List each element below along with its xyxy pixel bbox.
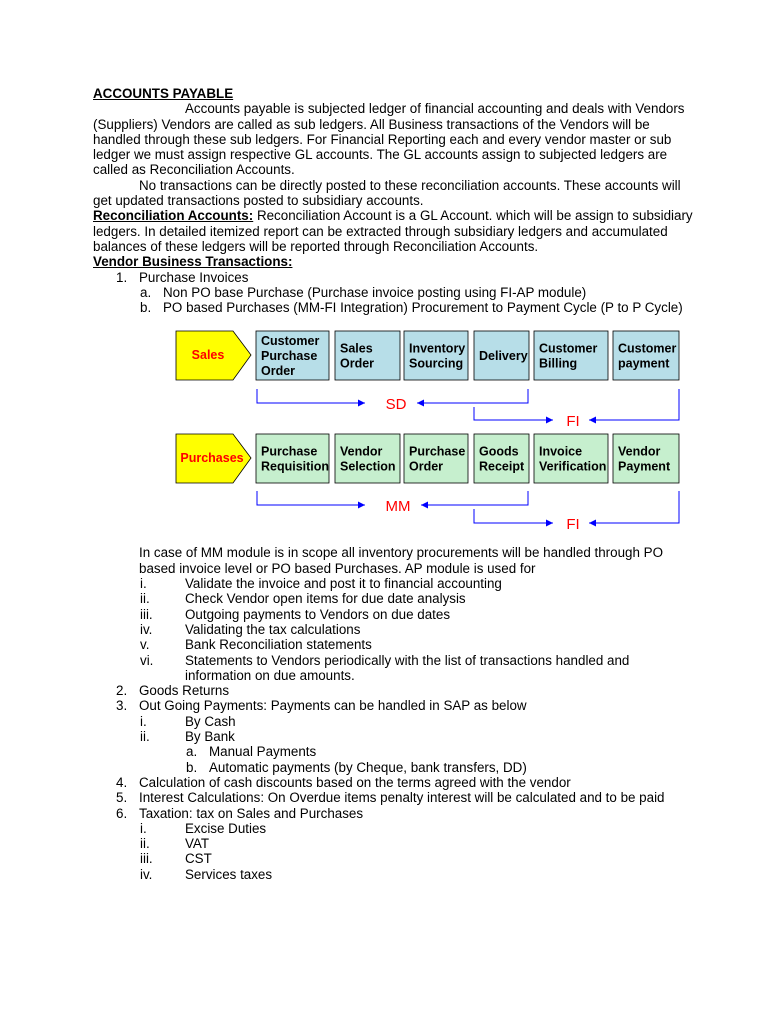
mm-label: MM (385, 498, 411, 516)
ap-use-item (93, 637, 693, 652)
list-item-text: Non PO base Purchase (Purchase invoice posting using FI-AP module) (163, 284, 587, 300)
list-item-6 (93, 806, 693, 821)
list-marker: i. (140, 713, 147, 729)
list-item-1b (93, 300, 693, 315)
list-marker: iii. (140, 851, 153, 867)
mm-scope-paragraph: In case of MM module is in scope all inventory procurements will be handled through PO based invoice level or PO based Purchases. AP module is used for (139, 545, 663, 576)
list-item-3-ii-b (93, 760, 693, 775)
sales-step-box (613, 331, 679, 380)
list-item-text: Validate the invoice and post it to financial accounting (185, 576, 502, 592)
ap-use-item (93, 591, 693, 606)
list-item-3-ii (93, 729, 693, 744)
ap-use-item (93, 607, 693, 622)
list-item-1 (93, 270, 693, 285)
list-marker: iii. (140, 606, 153, 622)
list-item-text: Interest Calculations: On Overdue items penalty interest will be calculated and to be paid (139, 790, 665, 806)
list-marker: iv. (140, 621, 153, 637)
purchase-step-label: Order (409, 459, 444, 474)
list-marker: v. (140, 637, 150, 653)
list-item-text: Purchase Invoices (139, 269, 249, 285)
list-marker: 5. (116, 790, 128, 806)
list-item-text: By Cash (185, 713, 236, 729)
sd-bracket-right (417, 389, 528, 403)
sales-step-box (404, 331, 468, 380)
fi2-bracket-left (474, 509, 553, 523)
purchase-step-box (404, 434, 468, 483)
list-item-2 (93, 683, 693, 698)
document-page (93, 86, 693, 882)
list-item-text: By Bank (185, 729, 235, 745)
list-marker: a. (140, 284, 152, 300)
list-item-text: CST (185, 851, 212, 867)
reconciliation-text: Reconciliation Account is a GL Account. which will be assign to subsidiary ledgers. In detailed itemized report can be extracted through subsidiary ledgers and accumulated balances of these ledgers will be reported through Reconciliation Accounts. (93, 208, 693, 254)
list-item-text: Taxation: tax on Sales and Purchases (139, 805, 364, 821)
purchase-steps (256, 434, 679, 483)
list-marker: 3. (116, 698, 128, 714)
fi-label: FI (566, 413, 580, 431)
purchase-step-box (256, 434, 329, 483)
list-item-6-i (93, 821, 693, 836)
purchase-step-label: Vendor (618, 444, 661, 459)
purchase-step-label: Vendor (340, 444, 383, 459)
list-item-text: Excise Duties (185, 820, 267, 836)
list-item-5 (93, 790, 693, 805)
purchase-step-label: Purchase (261, 444, 318, 459)
list-item-text: Statements to Vendors periodically with the list of transactions handled and information on due amounts. (185, 652, 630, 683)
sales-step-label: Delivery (479, 349, 528, 364)
intro-paragraph-1: Accounts payable is subjected ledger of financial accounting and deals with Vendors (Suppliers) Vendors are called as sub ledgers. All Business transactions of the Vendors will be handled through these sub ledgers. For Financial Reporting each and every vendor master or sub ledger we must assign respective GL accounts. The GL accounts assign to subjected ledgers are called as Reconciliation Accounts. (93, 101, 685, 178)
list-marker: 1. (116, 269, 128, 285)
list-item-3 (93, 698, 693, 713)
purchase-step-label: Purchase (409, 444, 466, 459)
list-item-text: Manual Payments (209, 744, 317, 760)
list-marker: ii. (140, 729, 150, 745)
sales-steps (256, 331, 679, 380)
purchase-step-label: Requisition (261, 459, 330, 474)
purchase-step-label: Payment (618, 459, 671, 474)
sd-bracket-left (257, 389, 365, 403)
list-item-6-iii (93, 851, 693, 866)
list-item-3-ii-a (93, 744, 693, 759)
page-title: ACCOUNTS PAYABLE (93, 86, 234, 101)
list-item-text: Out Going Payments: Payments can be handled in SAP as below (139, 698, 527, 714)
sales-step-box (335, 331, 400, 380)
list-marker: ii. (140, 836, 150, 852)
list-item-3-i (93, 714, 693, 729)
list-item-text: Validating the tax calculations (185, 621, 361, 637)
list-marker: iv. (140, 866, 153, 882)
list-marker: 6. (116, 805, 128, 821)
sales-step-label: Customer (539, 341, 598, 356)
list-item-text: Outgoing payments to Vendors on due dates (185, 606, 451, 622)
purchase-step-label: Verification (539, 459, 607, 474)
list-marker: 2. (116, 683, 128, 699)
sales-step-label: Order (261, 364, 296, 379)
sales-step-label: Inventory (409, 341, 466, 356)
mm-bracket-right (421, 491, 528, 505)
purchase-step-label: Selection (340, 459, 396, 474)
p2p-process-diagram (93, 319, 693, 543)
list-item-6-ii (93, 836, 693, 851)
sales-step-label: Sourcing (409, 356, 464, 371)
sales-step-label: Customer (261, 334, 320, 349)
list-item-text: VAT (185, 836, 210, 852)
purchase-step-box (613, 434, 679, 483)
sales-step-label: Customer (618, 341, 677, 356)
sales-step-label: Billing (539, 356, 578, 371)
intro-paragraph-2: No transactions can be directly posted to these reconciliation accounts. These accounts will get updated transactions posted to subsidiary accounts. (93, 177, 681, 209)
list-marker: b. (186, 759, 198, 775)
ap-use-item (93, 653, 693, 684)
list-item-text: Bank Reconciliation statements (185, 637, 372, 653)
sales-step-label: Sales (340, 341, 373, 356)
sales-step-label: payment (618, 356, 670, 371)
list-marker: b. (140, 300, 152, 316)
list-item-text: Check Vendor open items for due date analysis (185, 591, 466, 607)
fi2-label: FI (566, 516, 580, 534)
sd-label: SD (385, 396, 407, 414)
list-item-4 (93, 775, 693, 790)
fi2-bracket-right (589, 491, 679, 523)
reconciliation-paragraph (93, 208, 693, 254)
purchase-step-label: Goods (479, 444, 519, 459)
ap-uses-list (93, 576, 693, 683)
sales-step-label: Purchase (261, 349, 318, 364)
sales-step-label: Order (340, 356, 375, 371)
list-marker: ii. (140, 591, 150, 607)
reconciliation-heading: Reconciliation Accounts: (93, 208, 254, 224)
ap-use-item (93, 622, 693, 637)
purchases-label: Purchases (180, 451, 244, 466)
fi-bracket-left (474, 407, 553, 420)
vendor-transactions-heading: Vendor Business Transactions: (93, 254, 293, 270)
fi-bracket-right (589, 389, 679, 420)
purchase-step-box (335, 434, 400, 483)
sales-label: Sales (191, 348, 225, 363)
process-flow-svg (93, 319, 693, 543)
list-item-text: Services taxes (185, 866, 273, 882)
list-item-text: Goods Returns (139, 683, 230, 699)
list-item-text: Automatic payments (by Cheque, bank transfers, DD) (209, 759, 527, 775)
list-marker: 4. (116, 774, 128, 790)
purchase-step-box (534, 434, 608, 483)
list-marker: i. (140, 576, 147, 592)
purchase-step-label: Invoice (539, 444, 583, 459)
sales-step-box (534, 331, 608, 380)
purchase-step-box (474, 434, 529, 483)
ap-use-item (93, 576, 693, 591)
list-item-text: Calculation of cash discounts based on the terms agreed with the vendor (139, 774, 571, 790)
list-item-text: PO based Purchases (MM-FI Integration) Procurement to Payment Cycle (P to P Cycle) (163, 300, 683, 316)
mm-bracket-left (257, 491, 365, 505)
list-marker: a. (186, 744, 198, 760)
list-marker: vi. (140, 652, 154, 668)
list-item-6-iv (93, 867, 693, 882)
list-item-1a (93, 285, 693, 300)
purchase-step-label: Receipt (479, 459, 525, 474)
list-marker: i. (140, 820, 147, 836)
